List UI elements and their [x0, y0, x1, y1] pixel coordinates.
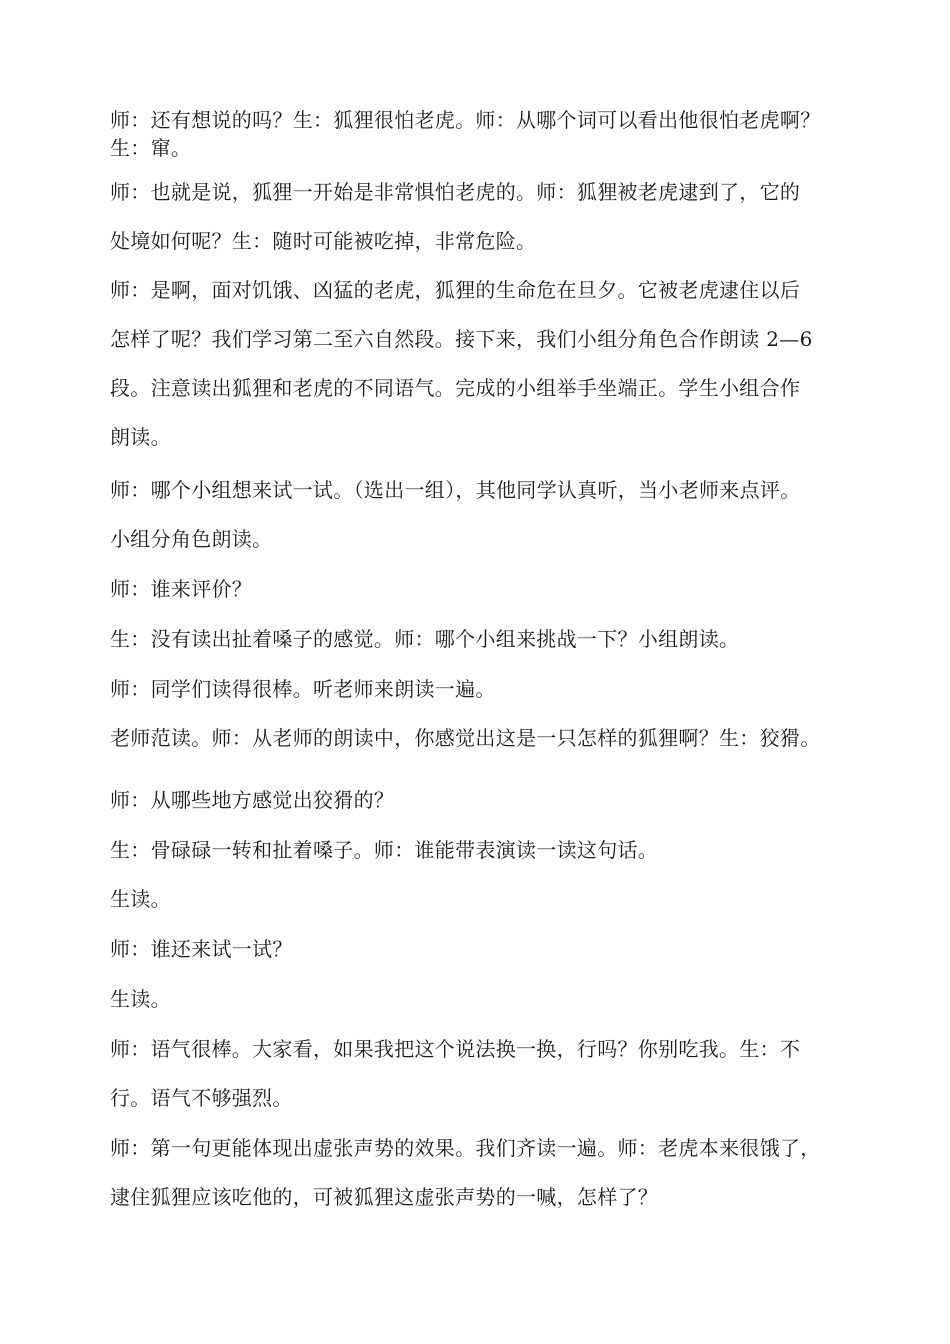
text-line: 师：还有想说的吗？生：狐狸很怕老虎。师：从哪个词可以看出他很怕老虎啊？ [110, 108, 821, 132]
text-line: 朗读。 [110, 425, 171, 449]
text-line: 师：是啊，面对饥饿、凶猛的老虎，狐狸的生命危在旦夕。它被老虎逮住以后 [110, 278, 801, 302]
text-line: 段。注意读出狐狸和老虎的不同语气。完成的小组举手坐端正。学生小组合作 [110, 376, 801, 400]
text-line: 老师范读。师：从老师的朗读中，你感觉出这是一只怎样的狐狸啊？生：狡猾。 [110, 726, 821, 750]
text-line: 行。语气不够强烈。 [110, 1086, 293, 1110]
text-line: 逮住狐狸应该吃他的，可被狐狸这虚张声势的一喊，怎样了？ [110, 1185, 659, 1209]
text-line: 生：窜。 [110, 136, 192, 160]
text-line: 师：同学们读得很棒。听老师来朗读一遍。 [110, 677, 496, 701]
text-line: 处境如何呢？生：随时可能被吃掉，非常危险。 [110, 229, 537, 253]
text-line: 小组分角色朗读。 [110, 527, 273, 551]
text-line: 生读。 [110, 887, 171, 911]
text-line: 怎样了呢？我们学习第二至六自然段。接下来，我们小组分角色合作朗读 2—6 [110, 327, 813, 351]
text-line: 师：从哪些地方感觉出狡猾的？ [110, 788, 395, 812]
text-line: 师：谁来评价？ [110, 577, 253, 601]
text-line: 生：骨碌碌一转和扯着嗓子。师：谁能带表演读一读这句话。 [110, 838, 659, 862]
text-line: 生读。 [110, 987, 171, 1011]
text-line: 师：谁还来试一试？ [110, 937, 293, 961]
text-line: 师：也就是说，狐狸一开始是非常惧怕老虎的。师：狐狸被老虎逮到了，它的 [110, 180, 801, 204]
text-line: 生：没有读出扯着嗓子的感觉。师：哪个小组来挑战一下？小组朗读。 [110, 627, 740, 651]
text-line: 师：语气很棒。大家看，如果我把这个说法换一换，行吗？你别吃我。生：不 [110, 1037, 801, 1061]
text-line: 师：哪个小组想来试一试。（选出一组），其他同学认真听，当小老师来点评。 [110, 478, 801, 502]
text-line: 师：第一句更能体现出虚张声势的效果。我们齐读一遍。师：老虎本来很饿了， [110, 1136, 821, 1160]
